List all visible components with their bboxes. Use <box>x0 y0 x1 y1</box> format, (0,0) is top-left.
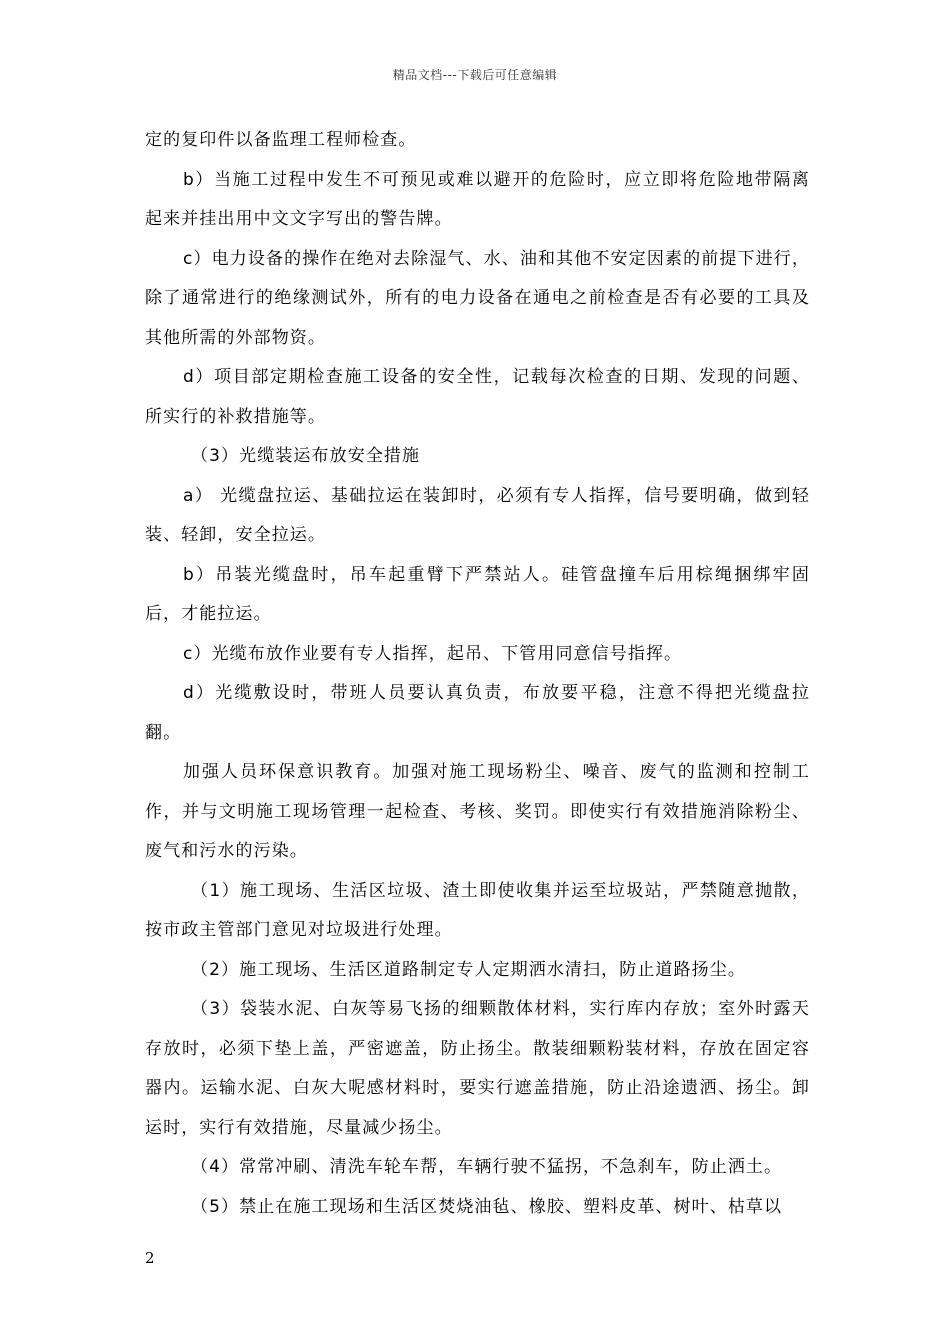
paragraph: b）当施工过程中发生不可预见或难以避开的危险时，应立即将危险地带隔离起来并挂出用中文文字写出的警告牌。 <box>145 169 810 229</box>
paragraph: 加强人员环保意识教育。加强对施工现场粉尘、噪音、废气的监测和控制工作，并与文明施工现场管理一起检查、考核、奖罚。即使实行有效措施消除粉尘、废气和污水的污染。 <box>145 762 810 861</box>
paragraph: c）电力设备的操作在绝对去除湿气、水、油和其他不安定因素的前提下进行，除了通常进行的绝缘测试外，所有的电力设备在通电之前检查是否有必要的工具及其他所需的外部物资。 <box>145 248 810 348</box>
paragraph: （2）施工现场、生活区道路制定专人定期洒水清扫，防止道路扬尘。 <box>191 959 746 980</box>
page-number: 2 <box>145 1249 155 1267</box>
paragraph: a） 光缆盘拉运、基础拉运在装卸时，必须有专人指挥，信号要明确，做到轻装、轻卸，安全拉运。 <box>145 485 810 545</box>
paragraph: d）项目部定期检查施工设备的安全性，记载每次检查的日期、发现的问题、所实行的补救措施等。 <box>145 367 810 427</box>
paragraph: （5）禁止在施工现场和生活区焚烧油毡、橡胶、塑料皮革、树叶、枯草以 <box>191 1196 783 1217</box>
paragraph: （1）施工现场、生活区垃圾、渣土即使收集并运至垃圾站，严禁随意抛散，按市政主管部门意见对垃圾进行处理。 <box>145 880 810 940</box>
paragraph: （4）常常冲刷、清洗车轮车帮，车辆行驶不猛拐，不急刹车，防止洒土。 <box>191 1157 783 1177</box>
section-heading: （3）光缆装运布放安全措施 <box>191 446 421 466</box>
paragraph: b）吊装光缆盘时，吊车起重臂下严禁站人。硅管盘撞车后用棕绳捆绑牢固后，才能拉运。 <box>145 564 810 624</box>
paragraph: d）光缆敷设时，带班人员要认真负责，布放要平稳，注意不得把光缆盘拉翻。 <box>145 683 810 743</box>
page-header: 精品文档---下载后可任意编辑 <box>392 68 558 82</box>
paragraph: （3）袋装水泥、白灰等易飞扬的细颗散体材料，实行库内存放；室外时露天存放时，必须下垫上盖，严密遮盖，防止扬尘。散装细颗粉装材料，存放在固定容器内。运输水泥、白灰大呢感材料时，要实行遮盖措施，防止沿途遗洒、扬尘。卸运时，实行有效措施，尽量减少扬尘。 <box>145 999 810 1138</box>
document-body <box>145 121 810 1227</box>
paragraph: c）光缆布放作业要有专人指挥，起吊、下管用同意信号指挥。 <box>183 643 683 664</box>
paragraph: 定的复印件以备监理工程师检查。 <box>145 130 417 150</box>
